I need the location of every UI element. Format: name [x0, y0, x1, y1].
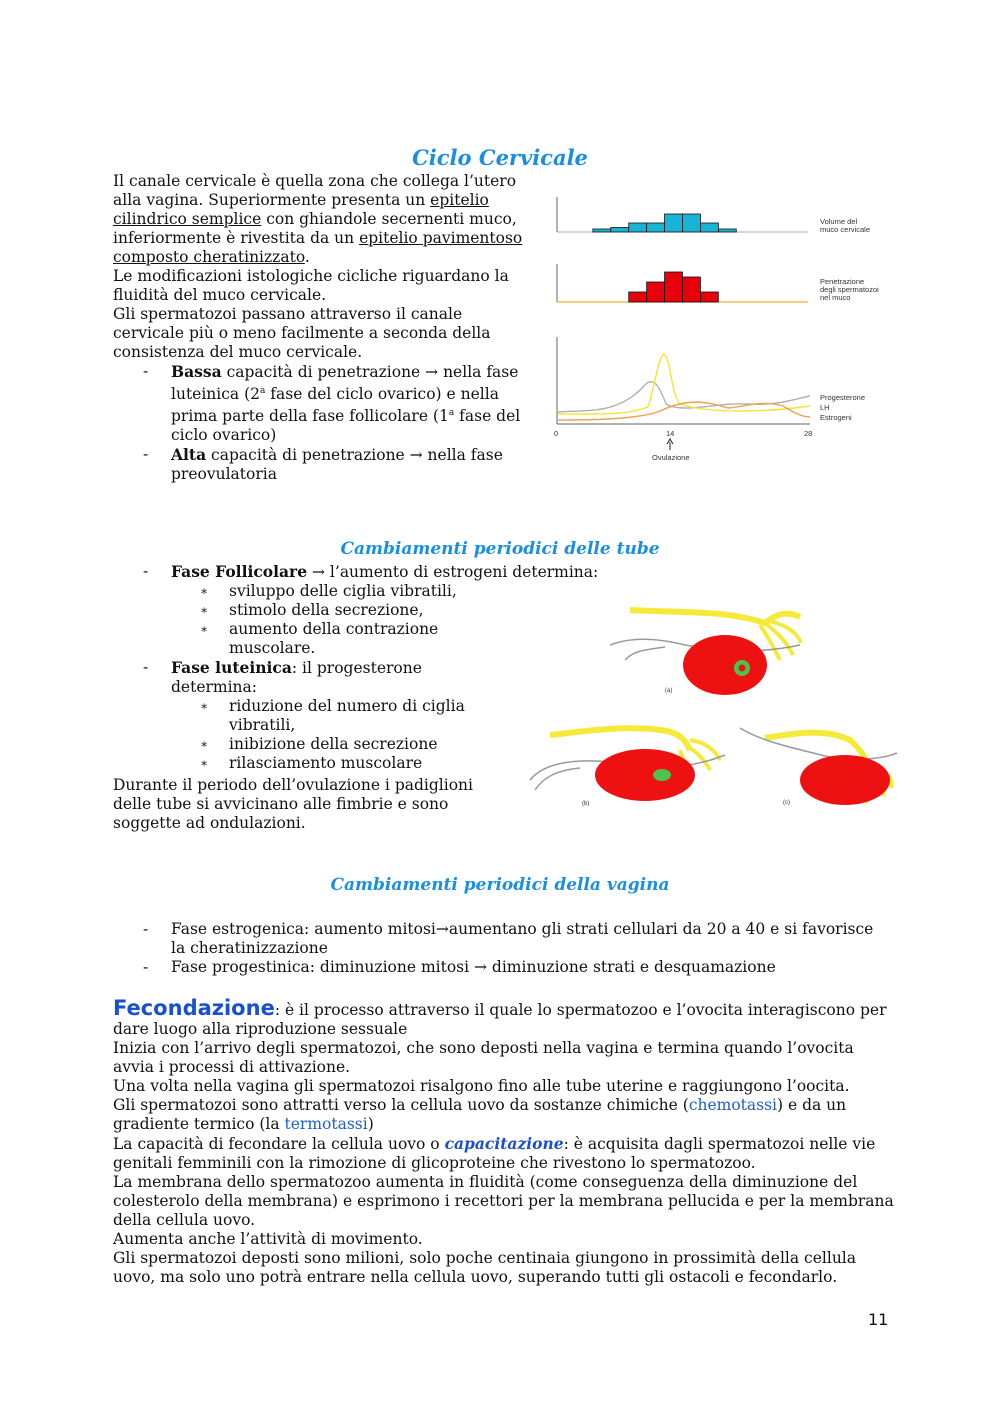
- sub-list-item: ∗ inibizione della secrezione: [200, 735, 438, 753]
- section-title-tubes: Cambiamenti periodici delle tube: [340, 539, 660, 559]
- section-title-vagina: Cambiamenti periodici della vagina: [330, 875, 670, 895]
- text-line: fluidità del muco cervicale.: [113, 286, 327, 304]
- tube-illustration-a: [605, 605, 805, 705]
- text-line: cilindrico semplice con ghiandole secernenti muco,: [113, 210, 517, 228]
- list-item: - Fase estrogenica: aumento mitosi→aumentano gli strati cellulari da 20 a 40 e si favorisce la cheratinizzazione: [143, 920, 874, 957]
- list-item: - Fase luteinica: il progesterone determina:: [143, 658, 422, 696]
- text-line: Aumenta anche l’attività di movimento.: [113, 1230, 423, 1248]
- list-item: - Fase Follicolare → l’aumento di estrogeni determina:: [143, 562, 599, 581]
- ovulation-arrow: [667, 439, 673, 450]
- chart-bar: [718, 229, 736, 232]
- chart-bar: [700, 292, 718, 302]
- text-line: Gli spermatozoi sono attratti verso la cellula uovo da sostanze chimiche (chemotassi) e da un: [113, 1096, 847, 1114]
- tubes-paragraph: Durante il periodo dell’ovulazione i padiglioni delle tube si avvicinano alle fimbrie e sono soggette ad ondulazioni.: [113, 776, 473, 832]
- list-item: - Bassa capacità di penetrazione → nella fase luteinica (2$^a$ fase del ciclo ovarico) e nella prima parte della fase follicolare (1$^a$ fase del ciclo ovarico): [143, 362, 521, 445]
- sub-list-item-continuation: vibratili,: [229, 716, 296, 734]
- x-tick-label: 0: [554, 429, 559, 438]
- sub-list-item-continuation: muscolare.: [229, 639, 316, 657]
- progesterone-line: [558, 382, 810, 412]
- text-line: dare luogo alla riproduzione sessuale: [113, 1020, 408, 1038]
- legend-estrogen: Estrogeni: [820, 413, 852, 422]
- panel-label: nel muco: [820, 293, 851, 302]
- chart-bar: [647, 223, 665, 232]
- text-line: Fecondazione: è il processo attraverso il quale lo spermatozoo e l’ovocita interagiscono per: [113, 996, 887, 1020]
- text-line: La capacità di fecondare la cellula uovo o capacitazione: è acquisita dagli spermatozoi nelle vie: [113, 1134, 876, 1153]
- chart-bar: [665, 272, 683, 302]
- sperm-penetration-bars: [629, 272, 719, 302]
- legend-lh: LH: [820, 403, 830, 412]
- text-line: gradiente termico (la termotassi): [113, 1115, 374, 1133]
- section-title-fecondazione: Fecondazione: [113, 996, 275, 1020]
- text-line: colesterolo della membrana) e esprimono i recettori per la membrana pellucida e per la membrana: [113, 1192, 894, 1210]
- text-line: alla vagina. Superiormente presenta un epitelio: [113, 191, 489, 209]
- tube-illustration-b: [520, 720, 730, 820]
- list-item: - Fase progestinica: diminuzione mitosi → diminuzione strati e desquamazione: [143, 958, 776, 976]
- ovulation-annotation: Ovulazione: [652, 453, 690, 462]
- page-number: 11: [868, 1310, 889, 1329]
- text-line: consistenza del muco cervicale.: [113, 343, 363, 361]
- fecondazione-section: [113, 996, 903, 1287]
- sub-list-item: ∗ aumento della contrazione: [200, 620, 439, 638]
- chart-bar: [647, 282, 665, 302]
- text-line: La membrana dello spermatozoo aumenta in fluidità (come conseguenza della diminuzione del: [113, 1173, 858, 1191]
- figure-label: (b): [582, 801, 590, 807]
- text-line: Gli spermatozoi deposti sono milioni, solo poche centinaia giungono in prossimità della cellula: [113, 1249, 857, 1267]
- text-line: inferiormente è rivestita da un epitelio pavimentoso: [113, 229, 523, 247]
- text-line: composto cheratinizzato.: [113, 248, 310, 266]
- text-line: Le modificazioni istologiche cicliche riguardano la: [113, 267, 509, 285]
- cervical-cycle-chart: [548, 192, 888, 467]
- chart-bar: [665, 214, 683, 232]
- legend-progesterone: Progesterone: [820, 393, 866, 402]
- text-line: genitali femminili con la rimozione di glicoproteine che rivestono lo spermatozoo.: [113, 1154, 756, 1172]
- text-line: Inizia con l’arrivo degli spermatozoi, che sono deposti nella vagina e termina quando l’ovocita: [113, 1039, 854, 1057]
- x-tick-label: 14: [666, 429, 675, 438]
- x-tick-label: 28: [804, 429, 813, 438]
- text-line: uovo, ma solo uno potrà entrare nella cellula uovo, superando tutti gli ostacoli e fecondarlo.: [113, 1268, 838, 1286]
- list-item: - Alta capacità di penetrazione → nella fase preovulatoria: [143, 445, 503, 484]
- vagina-list: [143, 920, 903, 977]
- sub-list-item: ∗ sviluppo delle ciglia vibratili,: [200, 582, 457, 600]
- chart-bar: [593, 229, 611, 232]
- cervical-text: [113, 172, 543, 362]
- section-title-cervical: Ciclo Cervicale: [412, 145, 588, 170]
- lh-line: [558, 354, 810, 414]
- text-line: Gli spermatozoi passano attraverso il canale: [113, 305, 463, 323]
- tube-illustration-c: [735, 718, 900, 818]
- cervical-bullets: [143, 362, 543, 484]
- panel-label: degli spermatozoi: [820, 285, 879, 294]
- figure-label: (c): [783, 800, 790, 806]
- chart-bar: [683, 277, 701, 302]
- panel-label: Volume del: [820, 217, 858, 226]
- text-line: Il canale cervicale è quella zona che collega l’utero: [113, 172, 517, 190]
- text-line: cervicale più o meno facilmente a seconda della: [113, 324, 491, 342]
- text-line: della cellula uovo.: [113, 1211, 256, 1229]
- chart-bar: [629, 223, 647, 232]
- chart-bar: [700, 223, 718, 232]
- panel-label: Penetrazione: [820, 277, 865, 286]
- sub-list-item: ∗ riduzione del numero di ciglia: [200, 697, 465, 715]
- sub-list-item: ∗ stimolo della secrezione,: [200, 601, 424, 619]
- figure-label: (a): [665, 688, 673, 694]
- text-line: avvia i processi di attivazione.: [113, 1058, 351, 1076]
- chart-bar: [683, 214, 701, 232]
- mucus-volume-bars: [593, 214, 736, 232]
- text-line: Una volta nella vagina gli spermatozoi risalgono fino alle tube uterine e raggiungono l’oocita.: [113, 1077, 850, 1095]
- panel-label: muco cervicale: [820, 225, 871, 234]
- chart-bar: [611, 228, 629, 233]
- sub-list-item: ∗ rilasciamento muscolare: [200, 754, 423, 772]
- chart-bar: [629, 292, 647, 302]
